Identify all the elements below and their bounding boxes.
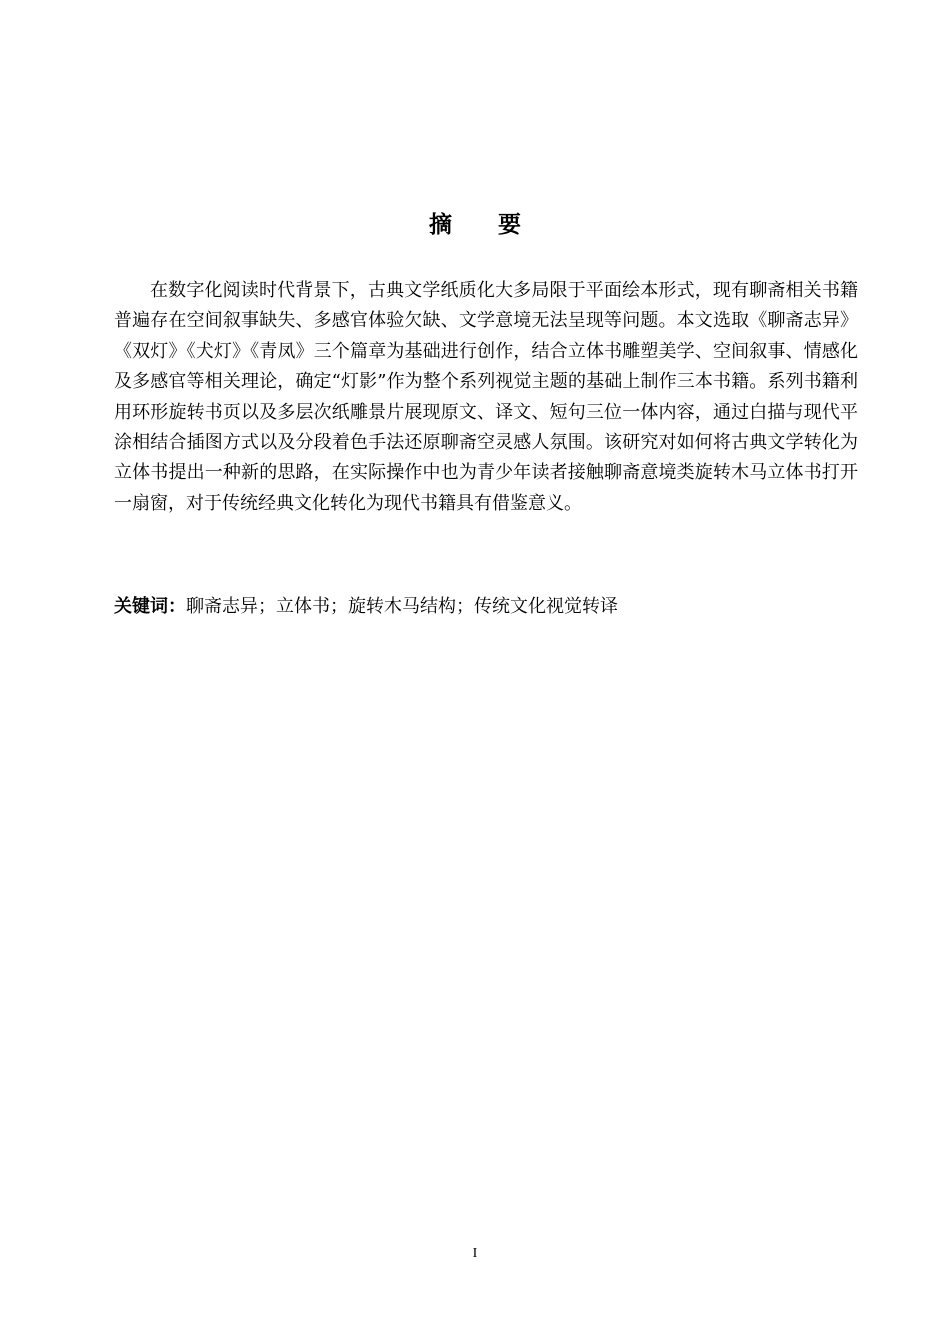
keywords-line bbox=[114, 594, 858, 620]
keywords-label: 关键词： bbox=[114, 596, 186, 617]
abstract-title: 摘 要 bbox=[429, 212, 521, 238]
abstract-body: 在数字化阅读时代背景下，古典文学纸质化大多局限于平面绘本形式，现有聊斋相关书籍普遍存在空间叙事缺失、多感官体验欠缺、文学意境无法呈现等问题。本文选取《聊斋志异》《双灯》《犬灯》《青凤》三个篇章为基础进行创作，结合立体书雕塑美学、空间叙事、情感化及多感官等相关理论，确定“灯影”作为整个系列视觉主题的基础上制作三本书籍。系列书籍利用环形旋转书页以及多层次纸雕景片展现原文、译文、短句三位一体内容，通过白描与现代平涂相结合插图方式以及分段着色手法还原聊斋空灵感人氛围。该研究对如何将古典文学转化为立体书提出一种新的思路，在实际操作中也为青少年读者接触聊斋意境类旋转木马立体书打开一扇窗，对于传统经典文化转化为现代书籍具有借鉴意义。 bbox=[114, 280, 858, 514]
keywords-text: 聊斋志异；立体书；旋转木马结构；传统文化视觉转译 bbox=[186, 596, 618, 617]
page-number: I bbox=[472, 1246, 478, 1261]
